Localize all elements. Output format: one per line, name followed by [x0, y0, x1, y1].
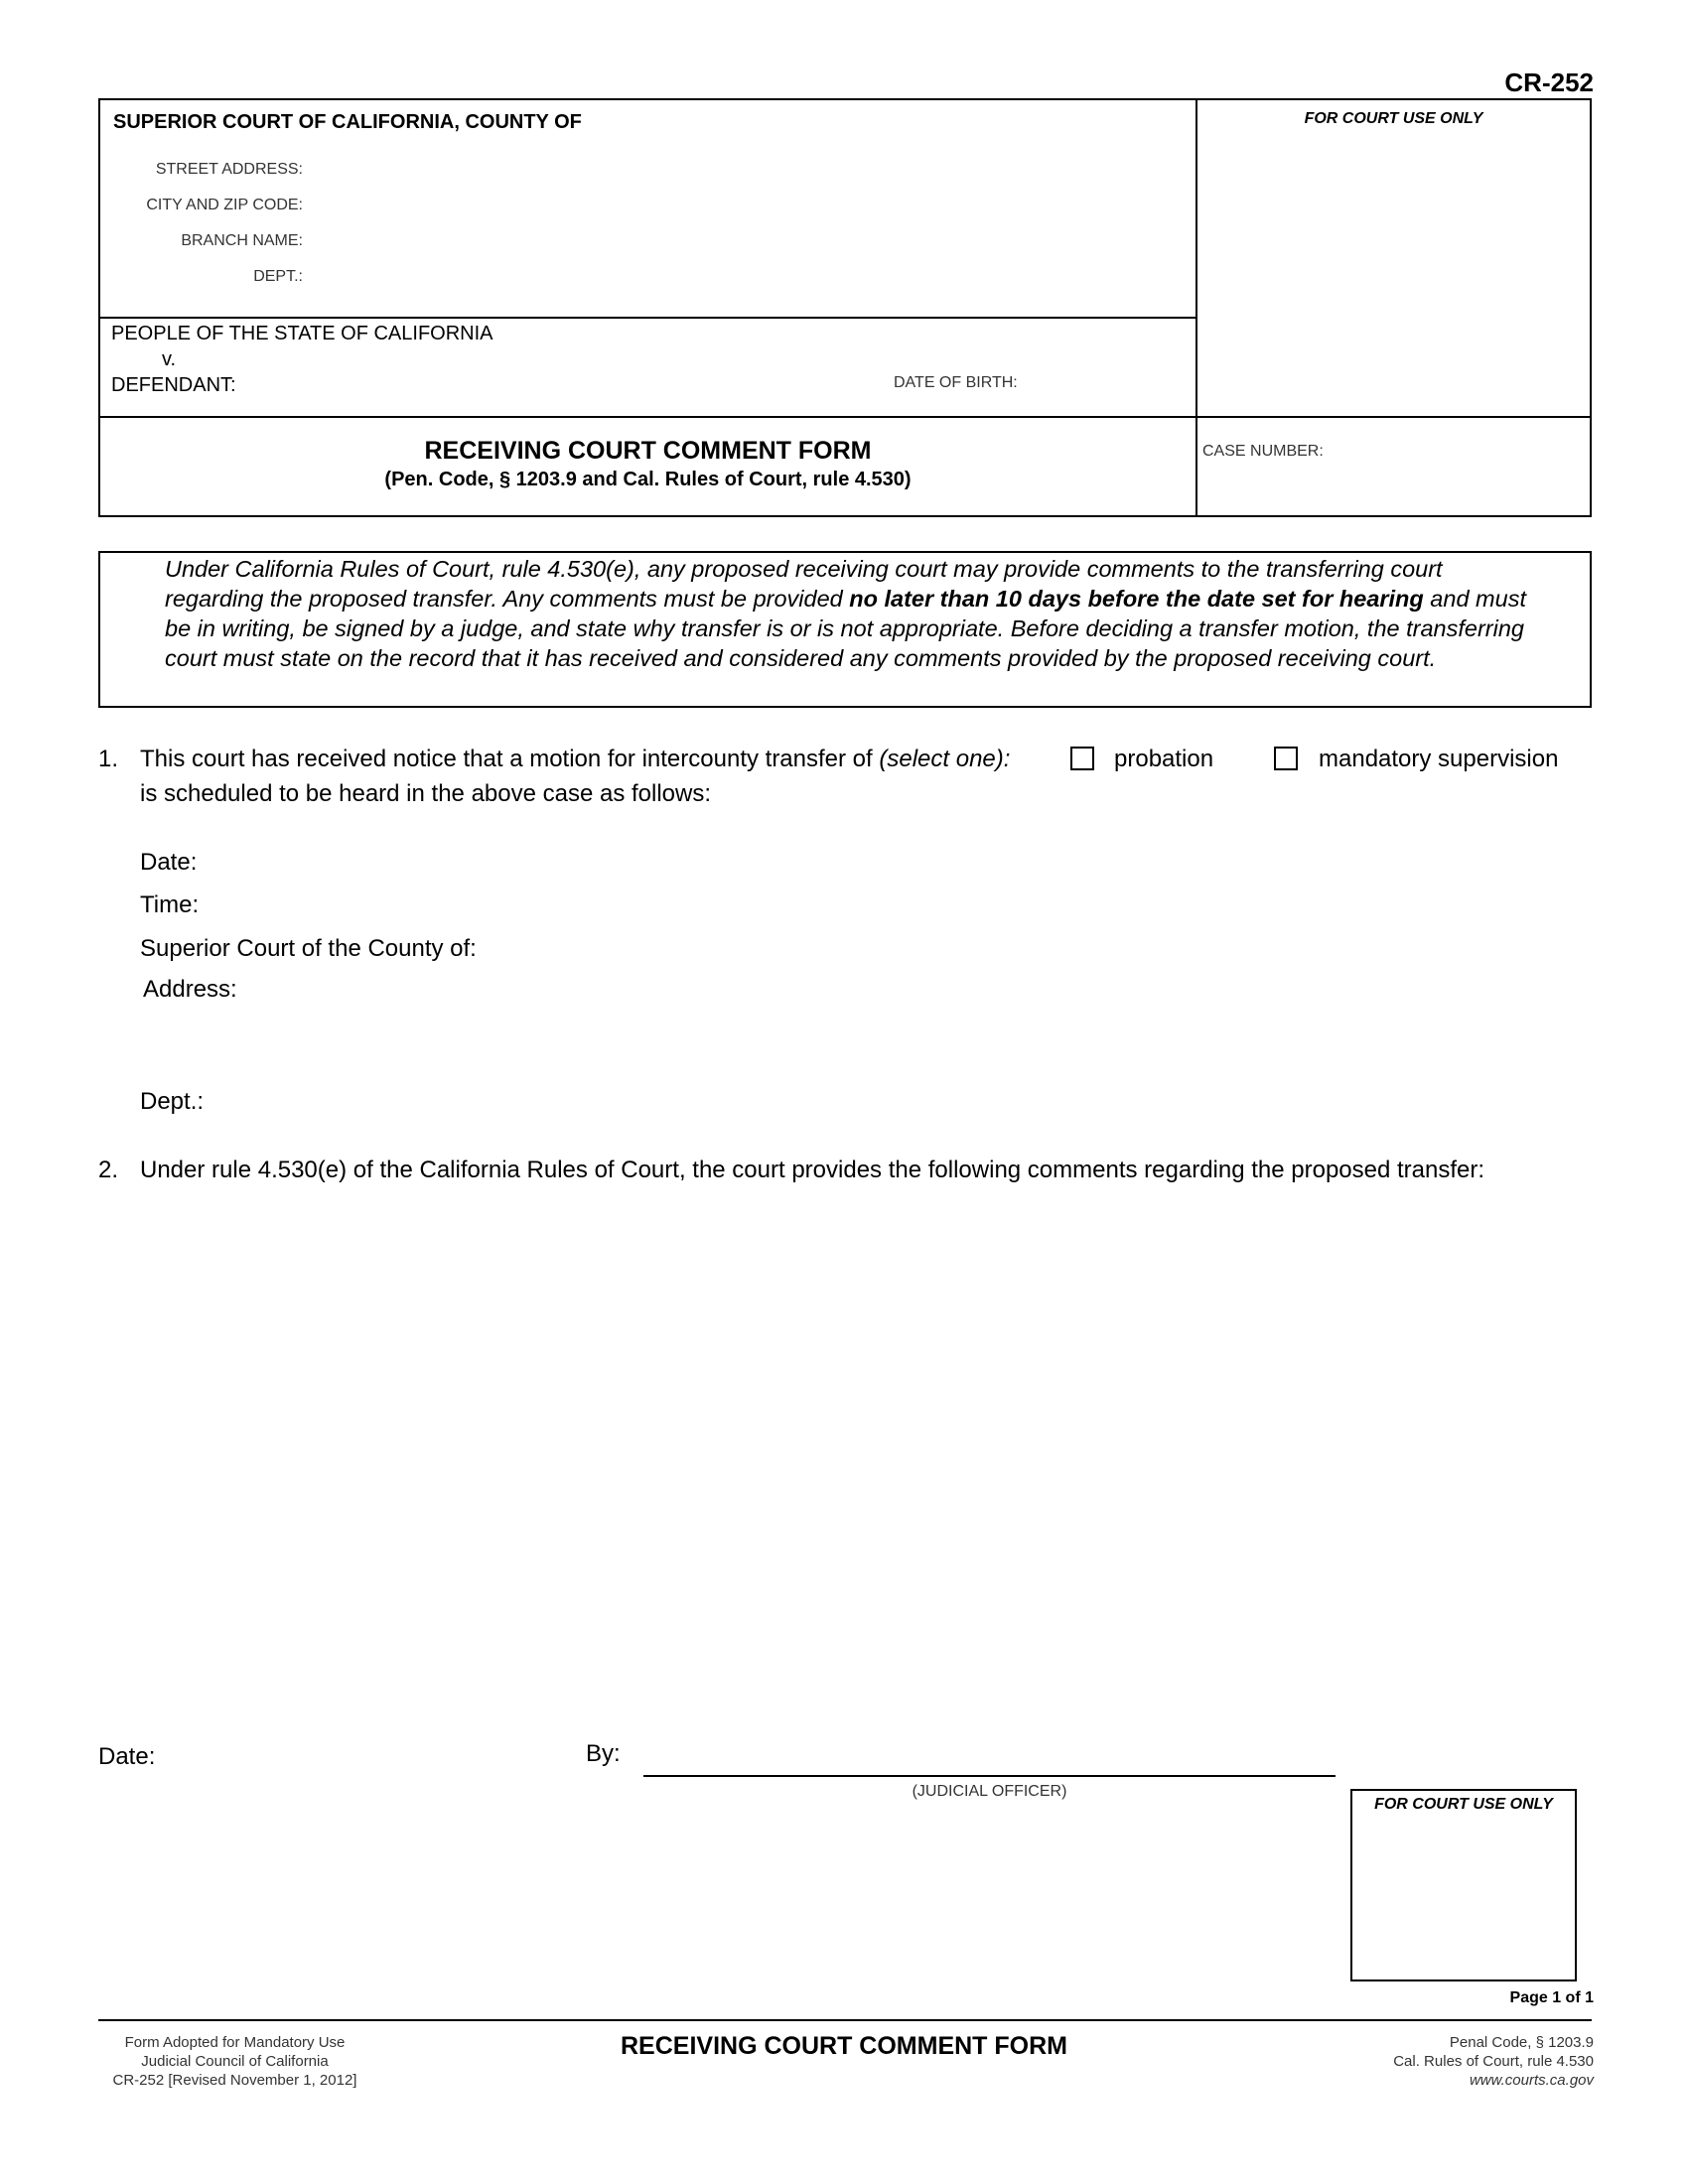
dept-label: DEPT.:	[253, 268, 303, 285]
form-title: RECEIVING COURT COMMENT FORM	[424, 437, 872, 465]
notice-text-emphasis: no later than 10 days before the date set for hearing	[849, 586, 1424, 612]
caption-divider-court	[98, 317, 1196, 319]
notice-text-part2: and must be in writing, be signed by a judge, and state why transfer is or is not appropriate. Before deciding a transfer motion, the transferring court must state on the record that it has received and considered any comments provided by the proposed receiving court.	[165, 586, 1526, 671]
form-subtitle: (Pen. Code, § 1203.9 and Cal. Rules of Court, rule 4.530)	[384, 469, 912, 490]
mandatory-supervision-label: mandatory supervision	[1319, 746, 1559, 772]
signature-by-label: By:	[586, 1740, 621, 1767]
footer-right	[1276, 2033, 1594, 2090]
probation-checkbox[interactable]	[1070, 747, 1094, 770]
notice-text-part1: Under California Rules of Court, rule 4.530(e), any proposed receiving court may provide comments to the transferring court regarding the proposed transfer. Any comments must be provided	[165, 556, 1443, 612]
caption-divider-vertical	[1196, 98, 1197, 517]
street-address-label: STREET ADDRESS:	[155, 161, 303, 178]
judicial-officer-label: (JUDICIAL OFFICER)	[912, 1783, 1067, 1800]
hearing-county-label: Superior Court of the County of:	[140, 935, 477, 962]
city-zip-label: CITY AND ZIP CODE:	[146, 197, 303, 213]
case-number-label: CASE NUMBER:	[1202, 443, 1324, 460]
branch-name-label: BRANCH NAME:	[181, 232, 303, 249]
item1-number: 1.	[98, 746, 119, 772]
date-of-birth-label: DATE OF BIRTH:	[894, 374, 1018, 391]
footer-left-line2: Judicial Council of California	[141, 2053, 329, 2070]
notice-text	[165, 554, 1545, 673]
versus-label: v.	[162, 348, 177, 370]
people-label: PEOPLE OF THE STATE OF CALIFORNIA	[111, 323, 493, 344]
mandatory-supervision-checkbox[interactable]	[1274, 747, 1298, 770]
footer-left-line1: Form Adopted for Mandatory Use	[124, 2034, 346, 2051]
page-number: Page 1 of 1	[1509, 1989, 1594, 2006]
form-number: CR-252	[1504, 68, 1594, 97]
hearing-dept-label: Dept.:	[140, 1088, 205, 1115]
item1-text-a: This court has received notice that a motion for intercounty transfer of	[140, 746, 880, 772]
caption-divider-parties	[98, 416, 1592, 418]
item1-text-line2: is scheduled to be heard in the above case as follows:	[140, 780, 712, 807]
footer-website-link[interactable]: www.courts.ca.gov	[1469, 2072, 1594, 2089]
hearing-date-label: Date:	[140, 849, 198, 876]
court-title: SUPERIOR COURT OF CALIFORNIA, COUNTY OF	[113, 111, 582, 133]
item2-number: 2.	[98, 1157, 119, 1183]
footer-title: RECEIVING COURT COMMENT FORM	[621, 2032, 1067, 2060]
footer-right-line2: Cal. Rules of Court, rule 4.530	[1393, 2053, 1594, 2070]
hearing-time-label: Time:	[140, 891, 200, 918]
item2-text: Under rule 4.530(e) of the California Rules of Court, the court provides the following comments regarding the proposed transfer:	[140, 1157, 1485, 1183]
hearing-address-label: Address:	[143, 976, 237, 1003]
signature-date-label: Date:	[98, 1743, 156, 1770]
defendant-label: DEFENDANT:	[111, 374, 236, 396]
for-court-use-only-box	[1350, 1789, 1577, 1981]
footer-left-line3: CR-252 [Revised November 1, 2012]	[112, 2072, 357, 2089]
for-court-use-only-header: FOR COURT USE ONLY	[1304, 110, 1483, 127]
footer-right-line1: Penal Code, § 1203.9	[1449, 2034, 1594, 2051]
item1-text-line1	[140, 746, 1010, 773]
judicial-officer-signature-line[interactable]	[643, 1775, 1336, 1777]
footer-rule	[98, 2019, 1592, 2021]
footer-left	[98, 2033, 371, 2090]
item1-select-one: (select one):	[879, 746, 1011, 772]
probation-label: probation	[1114, 746, 1214, 772]
for-court-use-only-bottom: FOR COURT USE ONLY	[1374, 1796, 1553, 1813]
